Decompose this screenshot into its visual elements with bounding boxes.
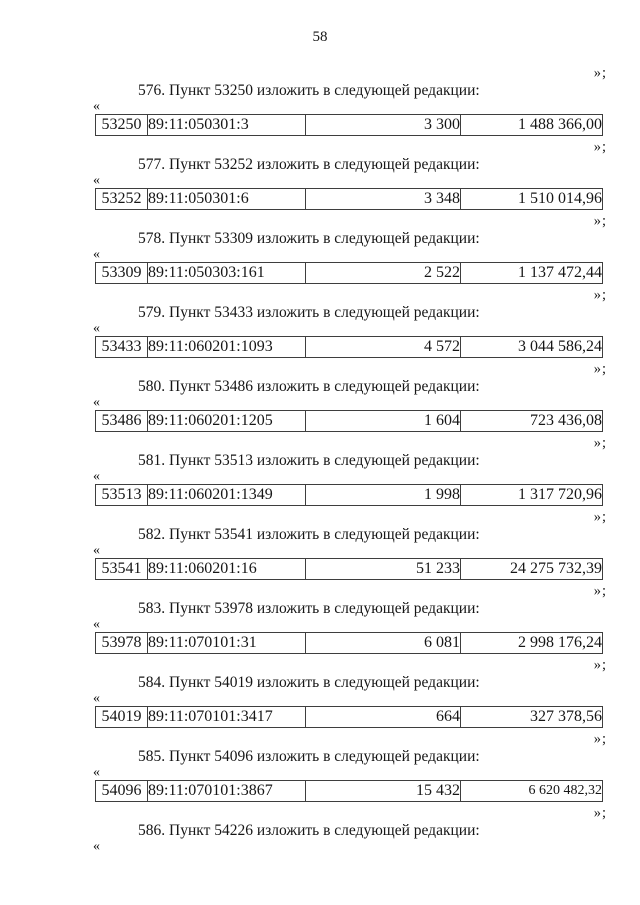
closing-quote-mark: »; (593, 509, 607, 525)
opening-quote-mark: « (93, 617, 100, 632)
cadastral-number-cell: 89:11:070101:3417 (148, 707, 306, 728)
amendment-section (93, 657, 607, 728)
opening-quote-mark: « (93, 173, 100, 188)
amendment-section (93, 287, 607, 358)
area-cell: 3 300 (306, 115, 461, 136)
item-number-cell: 53252 (96, 189, 148, 210)
area-cell: 664 (306, 707, 461, 728)
opening-quote-mark: « (93, 99, 100, 114)
table-row (96, 115, 603, 136)
amendment-section (93, 509, 607, 580)
area-cell: 6 081 (306, 633, 461, 654)
cadastral-number-cell: 89:11:060201:16 (148, 559, 306, 580)
amendment-section (93, 435, 607, 506)
table-row (96, 485, 603, 506)
amendment-table (95, 262, 603, 284)
amendment-heading: 586. Пункт 54226 изложить в следующей редакции: (138, 822, 480, 839)
cadastral-number-cell: 89:11:050303:161 (148, 263, 306, 284)
item-number-cell: 53433 (96, 337, 148, 358)
closing-quote-mark: »; (593, 435, 607, 451)
amendment-table (95, 188, 603, 210)
amendment-heading: 582. Пункт 53541 изложить в следующей редакции: (138, 526, 480, 543)
table-row (96, 263, 603, 284)
amendment-table (95, 632, 603, 654)
cadastral-number-cell: 89:11:060201:1349 (148, 485, 306, 506)
item-number-cell: 53513 (96, 485, 148, 506)
closing-quote-mark: »; (593, 361, 607, 377)
item-number-cell: 53250 (96, 115, 148, 136)
amendment-table (95, 706, 603, 728)
table-row (96, 707, 603, 728)
opening-quote-mark: « (93, 469, 100, 484)
amendment-table (95, 410, 603, 432)
closing-quote-mark: »; (593, 583, 607, 599)
table-row (96, 559, 603, 580)
opening-quote-mark: « (93, 765, 100, 780)
amendment-heading: 577. Пункт 53252 изложить в следующей редакции: (138, 156, 480, 173)
amendment-table (95, 780, 603, 802)
cadastral-value-cell: 1 510 014,96 (461, 189, 603, 210)
amendment-heading: 584. Пункт 54019 изложить в следующей редакции: (138, 674, 480, 691)
opening-quote-mark: « (93, 691, 100, 706)
amendment-heading: 583. Пункт 53978 изложить в следующей редакции: (138, 600, 480, 617)
area-cell: 51 233 (306, 559, 461, 580)
item-number-cell: 53541 (96, 559, 148, 580)
opening-quote-mark: « (93, 839, 100, 854)
cadastral-number-cell: 89:11:060201:1205 (148, 411, 306, 432)
cadastral-number-cell: 89:11:070101:3867 (148, 781, 306, 802)
item-number-cell: 53486 (96, 411, 148, 432)
amendment-section (93, 213, 607, 284)
table-row (96, 633, 603, 654)
area-cell: 3 348 (306, 189, 461, 210)
amendments-list (93, 65, 607, 854)
closing-quote-mark: »; (593, 287, 607, 303)
cadastral-number-cell: 89:11:060201:1093 (148, 337, 306, 358)
area-cell: 2 522 (306, 263, 461, 284)
closing-quote-mark: »; (593, 731, 607, 747)
amendment-table (95, 336, 603, 358)
table-row (96, 189, 603, 210)
cadastral-value-cell: 1 317 720,96 (461, 485, 603, 506)
cadastral-number-cell: 89:11:050301:6 (148, 189, 306, 210)
amendment-section (93, 805, 607, 854)
closing-quote-mark: »; (593, 805, 607, 821)
cadastral-value-cell: 24 275 732,39 (461, 559, 603, 580)
opening-quote-mark: « (93, 247, 100, 262)
amendment-section (93, 361, 607, 432)
amendment-heading: 576. Пункт 53250 изложить в следующей редакции: (138, 82, 480, 99)
amendment-section (93, 583, 607, 654)
cadastral-value-cell: 327 378,56 (461, 707, 603, 728)
amendment-heading: 580. Пункт 53486 изложить в следующей редакции: (138, 378, 480, 395)
amendment-table (95, 114, 603, 136)
opening-quote-mark: « (93, 321, 100, 336)
amendment-heading: 581. Пункт 53513 изложить в следующей редакции: (138, 452, 480, 469)
amendment-section (93, 65, 607, 136)
closing-quote-mark: »; (593, 213, 607, 229)
amendment-section (93, 139, 607, 210)
amendment-heading: 578. Пункт 53309 изложить в следующей редакции: (138, 230, 480, 247)
cadastral-value-cell: 1 137 472,44 (461, 263, 603, 284)
cadastral-number-cell: 89:11:050301:3 (148, 115, 306, 136)
area-cell: 1 998 (306, 485, 461, 506)
area-cell: 1 604 (306, 411, 461, 432)
area-cell: 15 432 (306, 781, 461, 802)
item-number-cell: 53309 (96, 263, 148, 284)
cadastral-value-cell: 6 620 482,32 (461, 781, 603, 802)
table-row (96, 337, 603, 358)
cadastral-value-cell: 723 436,08 (461, 411, 603, 432)
area-cell: 4 572 (306, 337, 461, 358)
cadastral-value-cell: 2 998 176,24 (461, 633, 603, 654)
cadastral-number-cell: 89:11:070101:31 (148, 633, 306, 654)
page-number: 58 (312, 29, 328, 45)
amendment-table (95, 558, 603, 580)
item-number-cell: 54096 (96, 781, 148, 802)
opening-quote-mark: « (93, 543, 100, 558)
opening-quote-mark: « (93, 395, 100, 410)
amendment-table (95, 484, 603, 506)
item-number-cell: 53978 (96, 633, 148, 654)
amendment-section (93, 731, 607, 802)
cadastral-value-cell: 3 044 586,24 (461, 337, 603, 358)
table-row (96, 411, 603, 432)
amendment-heading: 579. Пункт 53433 изложить в следующей редакции: (138, 304, 480, 321)
amendment-heading: 585. Пункт 54096 изложить в следующей редакции: (138, 748, 480, 765)
table-row (96, 781, 603, 802)
item-number-cell: 54019 (96, 707, 148, 728)
closing-quote-mark: »; (593, 65, 607, 81)
closing-quote-mark: »; (593, 139, 607, 155)
cadastral-value-cell: 1 488 366,00 (461, 115, 603, 136)
closing-quote-mark: »; (593, 657, 607, 673)
